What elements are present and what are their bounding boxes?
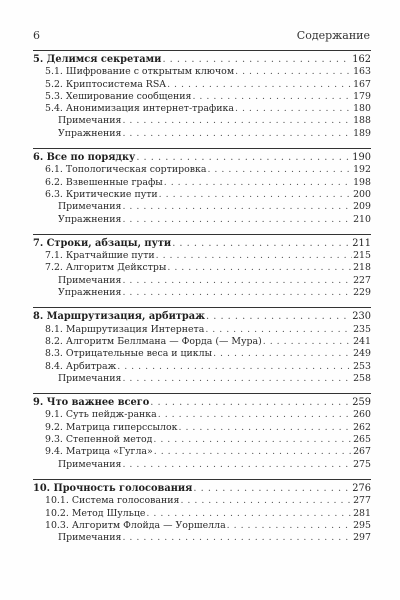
toc-section-entry-title: 8.2. Алгоритм Беллмана — Форда (— Мура) (45, 335, 262, 347)
toc-section-entry[interactable] (33, 373, 371, 385)
toc-chapter (33, 234, 371, 299)
toc-section-entry-page: 275 (353, 458, 371, 470)
toc-section-entry-title: 7.2. Алгоритм Дейкстры (45, 262, 167, 274)
dot-leader (122, 373, 352, 385)
toc-chapter-entry[interactable] (33, 397, 371, 409)
toc-chapter-entry[interactable] (33, 54, 371, 66)
toc-section-entry[interactable] (33, 262, 371, 274)
toc-section-entry-title: 6.1. Топологическая сортировка (45, 164, 207, 176)
toc-chapter-entry-page: 211 (352, 237, 371, 249)
toc-chapter-entry-title: 7. Строки, абзацы, пути (33, 237, 172, 249)
page-number: 6 (33, 29, 40, 42)
toc-section-entry[interactable] (33, 164, 371, 176)
toc-section-entry[interactable] (33, 495, 371, 507)
toc-section-entry[interactable] (33, 103, 371, 115)
toc-section-entry-title: 10.2. Метод Шульце (45, 507, 146, 519)
toc-chapter (33, 148, 371, 226)
dot-leader (180, 495, 352, 507)
toc-chapter-entry-page: 190 (352, 152, 371, 164)
toc-section-entry-page: 265 (353, 434, 371, 446)
toc-section-entry[interactable] (33, 115, 371, 127)
toc-chapter-entry-page: 162 (352, 54, 371, 65)
toc-section-entry[interactable] (33, 189, 371, 201)
toc-chapter-entry[interactable] (33, 311, 371, 323)
toc-section-entry[interactable] (33, 250, 371, 262)
toc-section-entry[interactable] (33, 128, 371, 140)
toc-section-entry-title: 8.3. Отрицательные веса и циклы (45, 348, 213, 360)
toc-section-entry[interactable] (33, 348, 371, 360)
dot-leader (122, 201, 352, 213)
dot-leader (235, 103, 352, 115)
toc-section-entry[interactable] (33, 361, 371, 373)
toc-section-entry-title: Примечания (58, 201, 122, 213)
toc-section-entry-page: 179 (353, 90, 371, 102)
toc-section-entry-page: 297 (353, 532, 371, 544)
toc-section-entry-title: Упражнения (58, 287, 122, 299)
toc-chapter (33, 393, 371, 471)
toc-chapter-entry-page: 276 (352, 482, 371, 494)
dot-leader (122, 532, 352, 544)
toc-section-entry-title: Примечания (58, 372, 122, 384)
toc-section-entry[interactable] (33, 287, 371, 299)
dot-leader (162, 54, 351, 66)
toc-chapter (33, 50, 371, 140)
dot-leader (235, 66, 352, 78)
toc-chapter-entry-title: 8. Маршрутизация, арбитраж (33, 311, 205, 323)
toc-section-entry-page: 210 (353, 213, 371, 225)
toc-section-entry[interactable] (33, 446, 371, 458)
toc-chapter-entry-title: 10. Прочность голосования (33, 482, 193, 494)
toc-section-entry-page: 295 (353, 519, 371, 531)
toc-section-entry-page: 209 (353, 201, 371, 213)
dot-leader (122, 275, 352, 287)
toc-section-entry-title: Упражнения (58, 127, 122, 139)
toc-chapter-entry-title: 5. Делимся секретами (33, 54, 162, 65)
dot-leader (122, 214, 352, 226)
toc-section-entry-page: 192 (353, 164, 371, 176)
table-of-contents (33, 50, 371, 552)
toc-section-entry-page: 249 (353, 348, 371, 360)
toc-section-entry-title: 5.2. Криптосистема RSA (45, 78, 167, 90)
dot-leader (153, 434, 352, 446)
toc-section-entry-title: 5.3. Хеширование сообщения (45, 90, 192, 102)
dot-leader (122, 128, 352, 140)
toc-section-entry-title: 9.1. Суть пейдж-ранка (45, 409, 157, 421)
toc-section-entry-title: Упражнения (58, 213, 122, 225)
dot-leader (136, 152, 351, 164)
dot-leader (178, 422, 352, 434)
dot-leader (117, 361, 352, 373)
toc-section-entry[interactable] (33, 459, 371, 471)
toc-section-entry-title: 8.4. Арбитраж (45, 360, 117, 372)
toc-section-entry-title: 10.1. Система голосования (45, 495, 180, 507)
toc-section-entry-page: 215 (353, 250, 371, 262)
toc-chapter-entry[interactable] (33, 152, 371, 164)
dot-leader (158, 409, 352, 421)
toc-section-entry[interactable] (33, 214, 371, 226)
dot-leader (207, 164, 352, 176)
toc-chapter-entry-page: 259 (352, 397, 371, 409)
toc-chapter-entry-title: 9. Что важнее всего (33, 397, 150, 409)
dot-leader (263, 336, 352, 348)
toc-section-entry-page: 218 (353, 262, 371, 274)
dot-leader (167, 262, 352, 274)
dot-leader (156, 250, 352, 262)
toc-section-entry-title: 8.1. Маршрутизация Интернета (45, 323, 205, 335)
toc-chapter (33, 479, 371, 544)
toc-section-entry-page: 167 (353, 78, 371, 90)
toc-section-entry-title: 10.3. Алгоритм Флойда — Уоршелла (45, 519, 226, 531)
dot-leader (122, 115, 352, 127)
toc-section-entry-page: 227 (353, 274, 371, 286)
toc-chapter-entry[interactable] (33, 483, 371, 495)
toc-chapter (33, 307, 371, 385)
toc-section-entry-page: 189 (353, 127, 371, 139)
toc-section-entry[interactable] (33, 79, 371, 91)
toc-section-entry[interactable] (33, 336, 371, 348)
dot-leader (154, 446, 352, 458)
toc-section-entry-title: 6.2. Взвешенные графы (45, 176, 163, 188)
toc-section-entry-page: 262 (353, 421, 371, 433)
section-title: Содержание (296, 29, 370, 42)
toc-section-entry-title: Примечания (58, 115, 122, 127)
toc-section-entry-page: 229 (353, 287, 371, 299)
toc-section-entry[interactable] (33, 201, 371, 213)
toc-section-entry[interactable] (33, 66, 371, 78)
toc-section-entry-page: 163 (353, 66, 371, 78)
dot-leader (205, 324, 352, 336)
toc-section-entry-title: 9.4. Матрица «Гугла» (45, 446, 153, 458)
toc-section-entry[interactable] (33, 520, 371, 532)
toc-section-entry-title: 6.3. Критические пути (45, 188, 158, 200)
toc-section-entry[interactable] (33, 409, 371, 421)
toc-chapter-entry-title: 6. Все по порядку (33, 152, 136, 164)
toc-section-entry[interactable] (33, 177, 371, 189)
toc-section-entry[interactable] (33, 422, 371, 434)
toc-section-entry-page: 253 (353, 360, 371, 372)
toc-section-entry-page: 180 (353, 103, 371, 115)
dot-leader (146, 508, 352, 520)
toc-section-entry-title: 5.4. Анонимизация интернет-трафика (45, 103, 234, 115)
toc-section-entry-page: 260 (353, 409, 371, 421)
toc-section-entry[interactable] (33, 508, 371, 520)
dot-leader (150, 397, 351, 409)
dot-leader (172, 238, 351, 250)
toc-section-entry-title: 5.1. Шифрование с открытым ключом (45, 66, 235, 78)
toc-chapter-entry-page: 230 (352, 311, 371, 323)
toc-section-entry-page: 200 (353, 188, 371, 200)
toc-section-entry-page: 235 (353, 323, 371, 335)
toc-section-entry-title: 7.1. Кратчайшие пути (45, 250, 155, 262)
toc-section-entry-title: 9.2. Матрица гиперссылок (45, 421, 178, 433)
dot-leader (206, 311, 351, 323)
dot-leader (213, 348, 352, 360)
toc-section-entry-page: 258 (353, 372, 371, 384)
toc-section-entry[interactable] (33, 532, 371, 544)
toc-chapter-entry[interactable] (33, 238, 371, 250)
dot-leader (159, 189, 352, 201)
toc-section-entry-title: Примечания (58, 458, 122, 470)
dot-leader (122, 459, 352, 471)
dot-leader (227, 520, 352, 532)
dot-leader (192, 91, 352, 103)
toc-section-entry-page: 241 (353, 335, 371, 347)
toc-section-entry[interactable] (33, 91, 371, 103)
toc-section-entry-title: Примечания (58, 274, 122, 286)
toc-section-entry[interactable] (33, 434, 371, 446)
running-head (33, 29, 370, 43)
toc-section-entry-title: Примечания (58, 532, 122, 544)
dot-leader (164, 177, 352, 189)
dot-leader (193, 483, 351, 495)
dot-leader (122, 287, 352, 299)
toc-section-entry[interactable] (33, 275, 371, 287)
dot-leader (167, 79, 352, 91)
toc-section-entry-title: 9.3. Степенной метод (45, 434, 153, 446)
toc-section-entry-page: 198 (353, 176, 371, 188)
toc-section-entry[interactable] (33, 324, 371, 336)
toc-section-entry-page: 281 (353, 507, 371, 519)
toc-section-entry-page: 188 (353, 115, 371, 127)
toc-section-entry-page: 277 (353, 495, 371, 507)
toc-section-entry-page: 267 (353, 446, 371, 458)
